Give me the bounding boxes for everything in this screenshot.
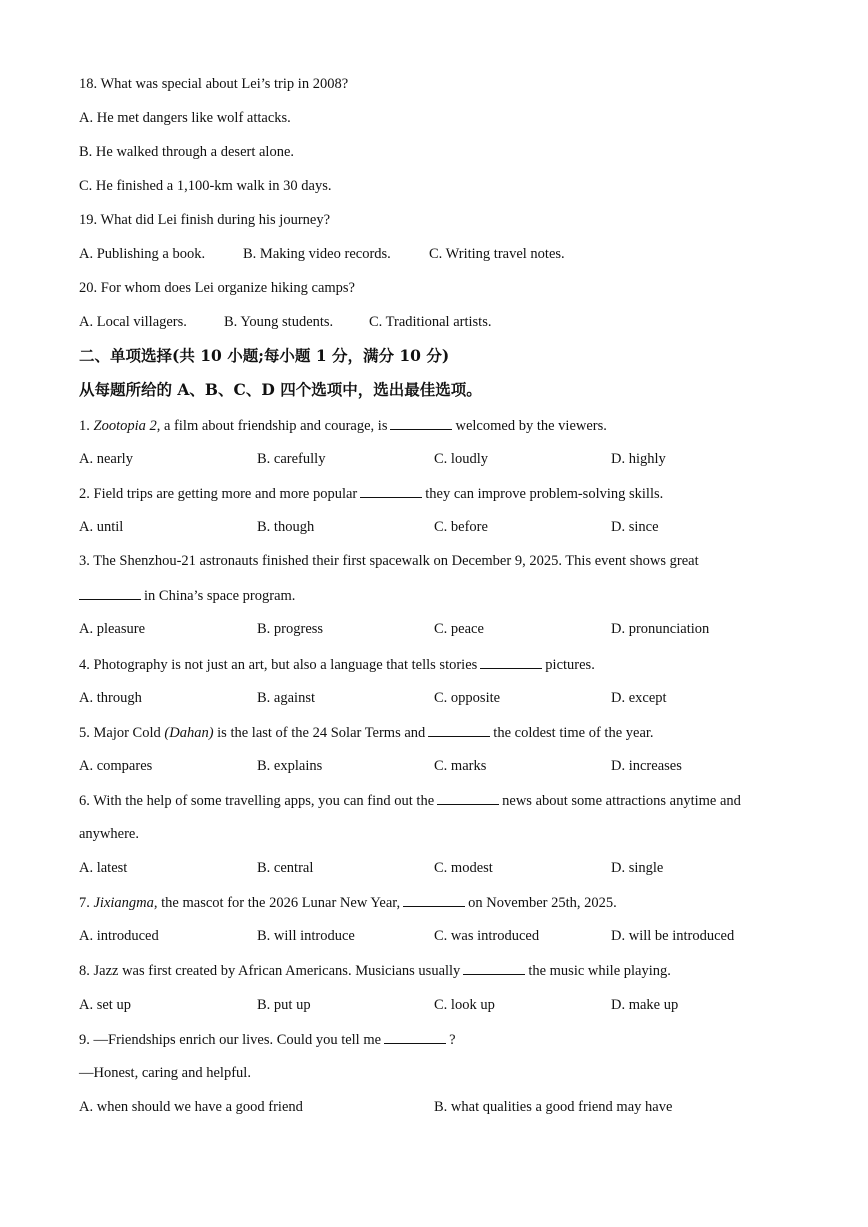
- question-1-option-b: B. carefully: [257, 451, 326, 467]
- question-19-option-b: B. Making video records.: [243, 246, 391, 262]
- question-18-option-a: A. He met dangers like wolf attacks.: [79, 110, 291, 126]
- question-7-option-b: B. will introduce: [257, 928, 355, 944]
- question-4-option-a: A. through: [79, 690, 142, 706]
- question-5-option-a: A. compares: [79, 758, 153, 774]
- question-5-option-c: C. marks: [434, 758, 487, 774]
- question-8-option-b: B. put up: [257, 997, 311, 1013]
- question-2-option-d: D. since: [611, 519, 659, 535]
- question-1-option-a: A. nearly: [79, 451, 133, 467]
- question-9-reply: —Honest, caring and helpful.: [79, 1065, 251, 1081]
- question-4-option-d: D. except: [611, 690, 667, 706]
- question-8-option-a: A. set up: [79, 997, 131, 1013]
- question-6-stem-line1: 6. With the help of some travelling apps, you can find out the news about some attractions anytime and: [79, 793, 741, 809]
- question-3-option-a: A. pleasure: [79, 621, 146, 637]
- question-9-option-a: A. when should we have a good friend: [79, 1099, 303, 1115]
- question-8-option-d: D. make up: [611, 997, 679, 1013]
- question-2-option-c: C. before: [434, 519, 488, 535]
- question-5-stem: 5. Major Cold (Dahan) is the last of the 24 Solar Terms and the coldest time of the year.: [79, 725, 654, 741]
- question-3-option-d: D. pronunciation: [611, 621, 710, 637]
- question-1-option-c: C. loudly: [434, 451, 488, 467]
- answer-blank: [79, 586, 141, 600]
- question-2-option-b: B. though: [257, 519, 315, 535]
- question-5-option-d: D. increases: [611, 758, 682, 774]
- answer-blank: [403, 893, 465, 907]
- question-4-stem: 4. Photography is not just an art, but also a language that tells stories pictures.: [79, 657, 595, 673]
- answer-blank: [384, 1030, 446, 1044]
- question-18-stem: 18. What was special about Lei’s trip in 2008?: [79, 76, 349, 92]
- question-20-option-b: B. Young students.: [224, 314, 334, 330]
- question-3-stem-line2: in China’s space program.: [79, 586, 295, 605]
- question-7-stem: 7. Jixiangma, the mascot for the 2026 Lunar New Year, on November 25th, 2025.: [79, 895, 617, 911]
- question-18-option-c: C. He finished a 1,100-km walk in 30 days.: [79, 178, 332, 194]
- question-7-option-d: D. will be introduced: [611, 928, 735, 944]
- question-6-option-b: B. central: [257, 860, 314, 876]
- question-4-option-c: C. opposite: [434, 690, 501, 706]
- question-6-stem-line2: anywhere.: [79, 826, 139, 842]
- question-1-stem: 1. Zootopia 2, a film about friendship and courage, is welcomed by the viewers.: [79, 418, 607, 434]
- question-5-option-b: B. explains: [257, 758, 323, 774]
- question-19-option-a: A. Publishing a book.: [79, 246, 206, 262]
- question-1-option-d: D. highly: [611, 451, 666, 467]
- question-8-stem: 8. Jazz was first created by African Americans. Musicians usually the music while playing.: [79, 963, 671, 979]
- section-instruction: 从每题所给的 A、B、C、D 四个选项中，选出最佳选项。: [79, 380, 482, 399]
- question-4-option-b: B. against: [257, 690, 315, 706]
- question-2-option-a: A. until: [79, 519, 124, 535]
- question-3-option-b: B. progress: [257, 621, 324, 637]
- question-20-option-a: A. Local villagers.: [79, 314, 187, 330]
- answer-blank: [437, 791, 499, 805]
- question-20-stem: 20. For whom does Lei organize hiking camps?: [79, 280, 355, 296]
- question-3-option-c: C. peace: [434, 621, 484, 637]
- answer-blank: [463, 961, 525, 975]
- question-6-option-a: A. latest: [79, 860, 128, 876]
- answer-blank: [360, 484, 422, 498]
- question-8-option-c: C. look up: [434, 997, 495, 1013]
- question-19-option-c: C. Writing travel notes.: [429, 246, 565, 262]
- question-7-option-a: A. introduced: [79, 928, 159, 944]
- answer-blank: [428, 723, 490, 737]
- question-9-option-b: B. what qualities a good friend may have: [434, 1099, 673, 1115]
- question-9-stem: 9. —Friendships enrich our lives. Could you tell me ?: [79, 1032, 456, 1048]
- question-20-option-c: C. Traditional artists.: [369, 314, 492, 330]
- question-3-stem-line1: 3. The Shenzhou-21 astronauts finished their first spacewalk on December 9, 2025. This event shows great: [79, 553, 699, 569]
- answer-blank: [480, 655, 542, 669]
- question-6-option-c: C. modest: [434, 860, 493, 876]
- question-19-stem: 19. What did Lei finish during his journey?: [79, 212, 331, 228]
- question-2-stem: 2. Field trips are getting more and more popular they can improve problem-solving skills.: [79, 486, 664, 502]
- question-7-option-c: C. was introduced: [434, 928, 540, 944]
- question-18-option-b: B. He walked through a desert alone.: [79, 144, 295, 160]
- question-6-option-d: D. single: [611, 860, 664, 876]
- answer-blank: [390, 416, 452, 430]
- section-title: 二、单项选择(共 10 小题;每小题 1 分，满分 10 分): [79, 346, 450, 365]
